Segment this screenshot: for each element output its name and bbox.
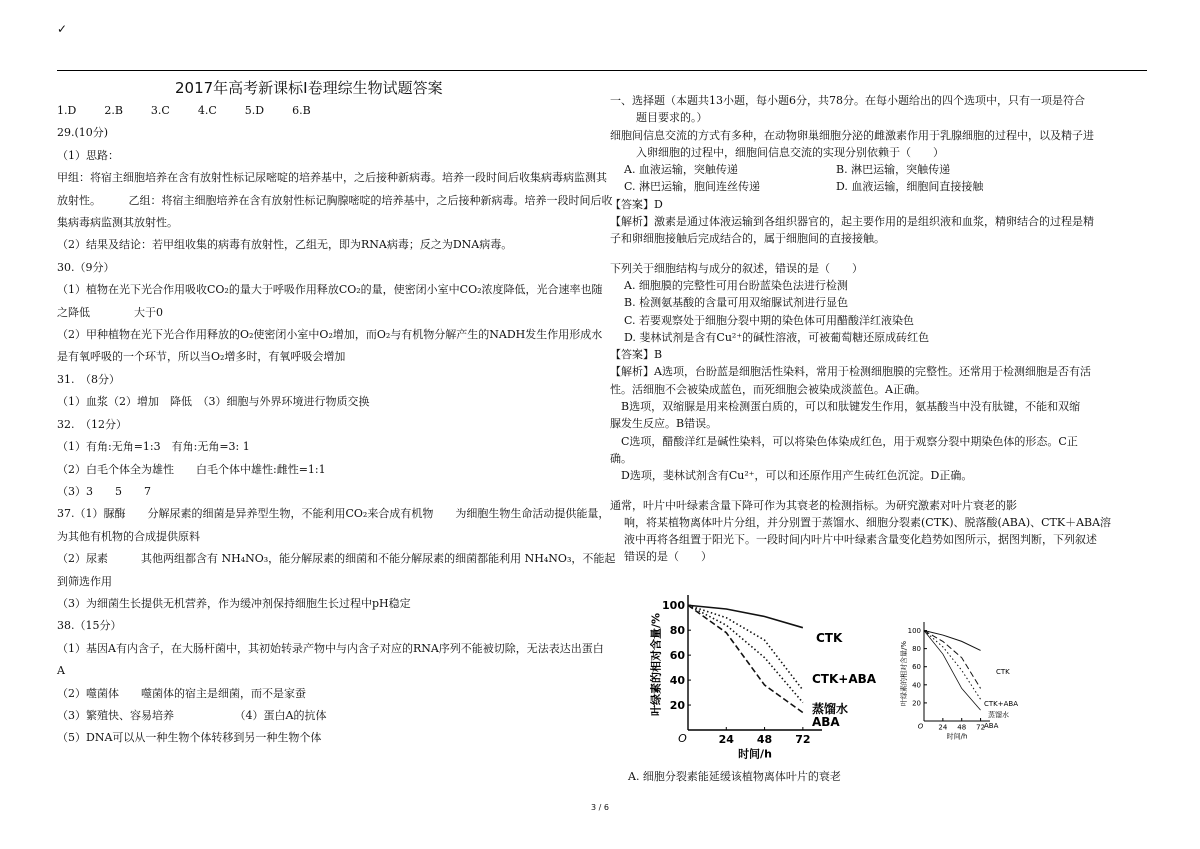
answer-line: （1）血浆（2）增加 降低 （3）细胞与外界环境进行物质交换 (57, 395, 370, 409)
y-tick-label: 80 (912, 645, 921, 654)
answer-line: （1）思路： (57, 148, 119, 162)
q2-analysis: 性。活细胞不会被染成蓝色，而死细胞会被染成淡蓝色。A正确。 (610, 382, 926, 396)
y-tick-label: 100 (662, 599, 685, 613)
chlorophyll-chart-small (900, 618, 1030, 748)
q2-analysis: 【解析】A选项，台盼蓝是细胞活性染料，常用于检测细胞膜的完整性。还常用于检测细胞是否有活 (610, 365, 1091, 379)
q1-options (610, 178, 1155, 195)
section-heading: 题目要求的。） (636, 111, 708, 125)
series-label: CTK+ABA (812, 672, 877, 686)
series-label: 蒸馏水 (812, 702, 849, 716)
y-axis-label: 叶绿素的相对含量/% (900, 640, 908, 707)
series-label: ABA (812, 715, 840, 729)
answer-item: 1.D (57, 104, 77, 117)
answer-line: （2）尿素 其他两组都含有 NH₄NO₃，能分解尿素的细菌和不能分解尿素的细菌都能利用 NH₄NO₃，不能起 (57, 552, 616, 566)
answer-line: （3）3 5 7 (57, 484, 151, 498)
answer-item: 5.D (244, 104, 265, 117)
y-axis-label: 叶绿素的相对含量/% (649, 612, 663, 717)
answer-line: 31. （8分） (57, 372, 120, 386)
chart-area (610, 578, 1155, 778)
answer-line: 是有氧呼吸的一个环节，所以当O₂增多时，有氧呼吸会增加 (57, 350, 346, 364)
series-label: CTK (996, 668, 1010, 676)
answer-line: （5）DNA可以从一种生物个体转移到另一种生物个体 (57, 731, 322, 745)
answer-line: 30.（9分） (57, 260, 115, 274)
choice-answers (57, 100, 597, 122)
section-heading: 一、选择题（本题共13小题，每小题6分，共78分。在每小题给出的四个选项中，只有一项是符合 (610, 94, 1085, 107)
y-tick-label: 100 (907, 626, 921, 635)
series-label: ABA (984, 722, 999, 730)
q1-analysis: 【解析】激素是通过体液运输到各组织器官的，起主要作用的是组织液和血浆，精卵结合的过程是精 (610, 215, 1094, 229)
x-tick-label: 48 (957, 723, 967, 732)
check-mark: ✓ (57, 22, 68, 36)
answer-lines (57, 122, 616, 749)
series-line-2 (688, 605, 803, 702)
q1-option: C. 淋巴运输，胞间连丝传递 (624, 180, 761, 194)
answer-line: 37.（1）脲酶 分解尿素的细菌是异养型生物，不能利用CO₂来合成有机物 为细胞生物生命活动提供能量， (57, 507, 610, 521)
answer-column (57, 78, 616, 750)
q2-option: D. 斐林试剂是含有Cu²⁺的碱性溶液，可被葡萄糖还原成砖红色 (624, 330, 930, 344)
q1-analysis: 子和卵细胞接触后完成结合的，属于细胞间的直接接触。 (610, 232, 885, 246)
page-number: 3 / 6 (591, 803, 609, 812)
answer-item: 6.B (292, 104, 311, 117)
series-label: CTK+ABA (984, 700, 1018, 708)
answer-line: 甲组：将宿主细胞培养在含有放射性标记尿嘧啶的培养基中，之后接种新病毒。培养一段时间后收集病毒病监测其 (57, 171, 607, 185)
answer-line: （1）基因A有内含子，在大肠杆菌中，其初始转录产物中与内含子对应的RNA序列不能被切除，无法表达出蛋白 (57, 641, 604, 655)
answer-item: 2.B (104, 104, 123, 117)
y-tick-label: 40 (669, 673, 685, 687)
series-line-1 (924, 631, 981, 689)
y-tick-label: 60 (669, 648, 685, 662)
q3-stem: 响，将某植物离体叶片分组，并分别置于蒸馏水、细胞分裂素(CTK)、脱落酸(ABA)、CTK＋ABA溶 (624, 515, 1112, 529)
answer-line: （3）为细菌生长提供无机营养，作为缓冲剂保持细胞生长过程中pH稳定 (57, 596, 411, 610)
answer-line: （3）繁殖快、容易培养 （4）蛋白A的抗体 (57, 708, 327, 722)
series-line-0 (688, 605, 803, 627)
q2-option: A. 细胞膜的完整性可用台盼蓝染色法进行检测 (624, 278, 848, 292)
q1-stem: 细胞间信息交流的方式有多种，在动物卵巢细胞分泌的雌激素作用于乳腺细胞的过程中，以及精子进 (610, 128, 1094, 142)
q2-analysis: 脲发生反应。B错误。 (610, 417, 718, 431)
q2-answer: 【答案】B (610, 348, 663, 362)
answer-line: 放射性。 乙组：将宿主细胞培养在含有放射性标记胸腺嘧啶的培养基中，之后接种新病毒。培养一段时间后收 (57, 193, 613, 207)
answer-line: 集病毒病监测其放射性。 (57, 216, 178, 230)
answer-item: 3.C (150, 104, 170, 117)
series-label: 蒸馏水 (988, 711, 1009, 719)
origin-label: O (678, 732, 687, 746)
q2-analysis: C选项，醋酸洋红是碱性染料，可以将染色体染成红色，用于观察分裂中期染色体的形态。C正 (610, 434, 1078, 448)
series-line-3 (924, 631, 981, 711)
series-line-3 (688, 605, 803, 712)
q1-answer: 【答案】D (610, 197, 663, 211)
answer-item: 4.C (197, 104, 217, 117)
q3-stem: 液中再将各组置于阳光下。一段时间内叶片中叶绿素含量变化趋势如图所示，据图判断，下列叙述 (624, 533, 1097, 547)
y-tick-label: 60 (912, 663, 921, 672)
q2-analysis: B选项，双缩脲是用来检测蛋白质的，可以和肽键发生作用，氨基酸当中没有肽键，不能和双缩 (610, 400, 1081, 414)
answer-line: A (57, 664, 65, 678)
q2-analysis: D选项，斐林试剂含有Cu²⁺，可以和还原作用产生砖红色沉淀。D正确。 (610, 469, 973, 483)
x-tick-label: 72 (976, 723, 986, 732)
q2-option: B. 检测氨基酸的含量可用双缩脲试剂进行显色 (624, 296, 849, 310)
answer-line: （1）有角:无角=1:3 有角:无角=3: 1 (57, 440, 250, 454)
q1-option: D. 血液运输，细胞间直接接触 (836, 180, 984, 194)
document-title: 2017年高考新课标Ⅰ卷理综生物试题答案 (175, 79, 443, 97)
q1-option: B. 淋巴运输，突触传递 (836, 163, 951, 177)
q1-option: A. 血液运输，突触传递 (624, 163, 738, 177)
q3-stem: 通常，叶片中叶绿素含量下降可作为其衰老的检测指标。为研究激素对叶片衰老的影 (610, 498, 1017, 512)
answer-line: （1）植物在光下光合作用吸收CO₂的量大于呼吸作用释放CO₂的量，使密闭小室中CO₂浓度降低，光合速率也随 (57, 283, 603, 297)
answer-line: 之降低 大于0 (57, 305, 163, 319)
q2-analysis: 确。 (610, 451, 632, 465)
header-rule (57, 70, 1147, 71)
y-tick-label: 20 (669, 698, 685, 712)
x-axis-label: 时间/h (946, 732, 968, 741)
x-tick-label: 24 (938, 723, 948, 732)
y-tick-label: 80 (669, 624, 685, 638)
question-column (610, 92, 1155, 566)
answer-line: 38.（15分） (57, 619, 122, 633)
answer-line: （2）结果及结论：若甲组收集的病毒有放射性，乙组无，即为RNA病毒；反之为DNA病毒。 (57, 238, 513, 252)
q1-stem: 入卵细胞的过程中，细胞间信息交流的实现分别依赖于（ ） (636, 145, 944, 159)
answer-line: （2）白毛个体全为雄性 白毛个体中雄性:雌性=1:1 (57, 462, 326, 476)
q2-option: C. 若要观察处于细胞分裂中期的染色体可用醋酸洋红液染色 (624, 313, 915, 327)
x-tick-label: 24 (718, 733, 734, 747)
origin-label: O (917, 722, 924, 731)
q3-stem: 错误的是（ ） (624, 550, 712, 564)
answer-line: （2）甲种植物在光下光合作用释放的O₂使密闭小室中O₂增加，而O₂与有机物分解产生的NADH发生作用形成水 (57, 328, 603, 342)
series-label: CTK (816, 631, 843, 645)
answer-line: （2）噬菌体 噬菌体的宿主是细菌，而不是家蚕 (57, 686, 306, 700)
answer-line: 为其他有机物的合成提供原料 (57, 529, 200, 543)
y-tick-label: 40 (912, 681, 921, 690)
q3-option-a: A. 细胞分裂素能延缓该植物离体叶片的衰老 (628, 770, 841, 783)
answer-line: 29.(10分) (57, 126, 109, 140)
q2-stem: 下列关于细胞结构与成分的叙述，错误的是（ ） (610, 261, 863, 275)
y-tick-label: 20 (912, 699, 921, 708)
chlorophyll-chart-large (630, 584, 890, 774)
answer-line: 到筛选作用 (57, 574, 112, 588)
q1-options (610, 161, 1155, 178)
answer-line: 32. （12分） (57, 417, 127, 431)
x-tick-label: 72 (795, 733, 811, 747)
x-tick-label: 48 (756, 733, 773, 747)
x-axis-label: 时间/h (738, 747, 772, 761)
